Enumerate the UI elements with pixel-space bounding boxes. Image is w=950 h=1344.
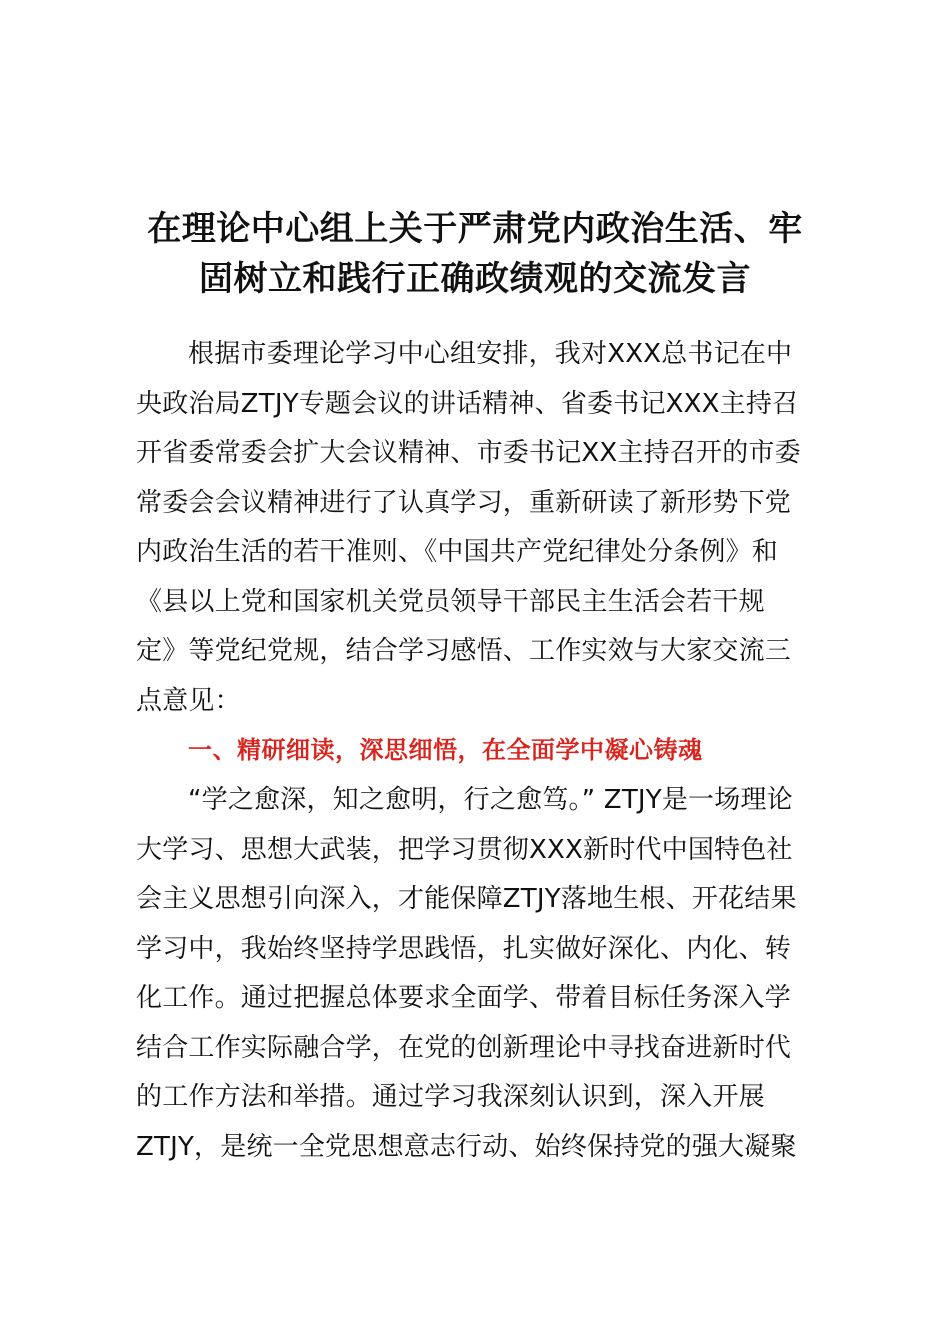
paragraph-line: ZTJY，是统一全党思想意志行动、始终保持党的强大凝聚: [136, 1131, 797, 1162]
paragraph-section-1: [136, 776, 848, 1172]
paragraph-line: 的工作方法和举措。通过学习我深刻认识到，深入开展: [136, 1082, 765, 1112]
title-line-1: 在理论中心组上关于严肃党内政治生活、牢: [147, 209, 803, 249]
section-heading-1: 一、精研细读，深思细悟，在全面学中凝心铸魂: [188, 736, 703, 764]
paragraph-line: 内政治生活的若干准则、《中国共产党纪律处分条例》和: [136, 537, 779, 567]
paragraph-line: 开省委常委会扩大会议精神、市委书记XX主持召开的市委: [136, 438, 801, 468]
paragraph-line: 点意见：: [136, 685, 241, 716]
paragraph-line: “学之愈深，知之愈明，行之愈笃。” ZTJY是一场理论: [188, 785, 793, 815]
paragraph-line: 结合工作实际融合学，在党的创新理论中寻找奋进新时代: [136, 1032, 792, 1063]
paragraph-intro: [136, 330, 848, 726]
paragraph-line: 大学习、思想大武装，把学习贯彻XXX新时代中国特色社: [136, 834, 793, 865]
title-line-2: 固树立和践行正确政绩观的交流发言: [199, 259, 751, 299]
paragraph-line: 会主义思想引向深入，才能保障ZTJY落地生根、开花结果: [136, 884, 797, 914]
paragraph-line: 常委会会议精神进行了认真学习，重新研读了新形势下党: [136, 487, 792, 518]
paragraph-line: 化工作。通过把握总体要求全面学、带着目标任务深入学: [136, 983, 792, 1013]
paragraph-line: 央政治局ZTJY专题会议的讲话精神、省委书记XXX主持召: [136, 388, 799, 419]
document-title: [100, 204, 850, 304]
paragraph-line: 定》等党纪党规，结合学习感悟、工作实效与大家交流三: [136, 636, 792, 666]
paragraph-line: 学习中，我始终坚持学思践悟，扎实做好深化、内化、转: [136, 933, 792, 964]
paragraph-line: 《县以上党和国家机关党员领导干部民主生活会若干规: [136, 586, 765, 617]
paragraph-line: 根据市委理论学习中心组安排，我对XXX总书记在中: [188, 339, 793, 369]
